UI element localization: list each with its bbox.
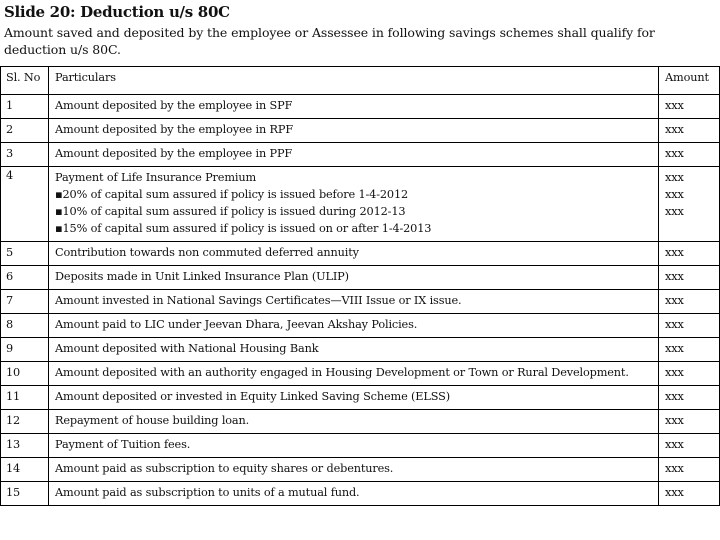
row-particulars: Amount deposited or invested in Equity Linked Saving Scheme (ELSS): [49, 386, 659, 410]
table-row: [1, 386, 720, 410]
row-amount: xxx: [659, 482, 720, 506]
row-sl-no: 4: [1, 167, 49, 242]
row-particulars: Payment of Tuition fees.: [49, 434, 659, 458]
row-sl-no: 5: [1, 242, 49, 266]
table-row: [1, 434, 720, 458]
row-amount: xxx: [659, 143, 720, 167]
row-particulars: Amount paid as subscription to equity shares or debentures.: [49, 458, 659, 482]
row-sl-no: 15: [1, 482, 49, 506]
row-sub-item: ▪15% of capital sum assured if policy is issued on or after 1-4-2013: [55, 222, 432, 235]
row-amount: xxx: [659, 242, 720, 266]
header-sl-no: Sl. No: [1, 67, 49, 95]
table-row: [1, 290, 720, 314]
row-amount: xxx: [659, 95, 720, 119]
table-row: [1, 95, 720, 119]
table-row: [1, 314, 720, 338]
row-sub-amount: xxx: [665, 171, 684, 184]
row-sub-amount: xxx: [665, 188, 684, 201]
row-particulars: Amount deposited by the employee in RPF: [49, 119, 659, 143]
row-particulars: Repayment of house building loan.: [49, 410, 659, 434]
row-sl-no: 10: [1, 362, 49, 386]
row-amount: xxx: [659, 290, 720, 314]
row-amount: xxx: [659, 314, 720, 338]
row-particulars-heading: Payment of Life Insurance Premium: [55, 171, 257, 184]
row-particulars: Amount paid as subscription to units of a mutual fund.: [49, 482, 659, 506]
row-sl-no: 9: [1, 338, 49, 362]
row-amount: xxx: [659, 338, 720, 362]
table-row: [1, 266, 720, 290]
row-amount: xxx: [659, 386, 720, 410]
table-header-row: [1, 67, 720, 95]
row-sub-item: ▪20% of capital sum assured if policy is issued before 1-4-2012: [55, 188, 409, 201]
row-amount: xxx: [659, 119, 720, 143]
row-sl-no: 14: [1, 458, 49, 482]
row-particulars: Deposits made in Unit Linked Insurance Plan (ULIP): [49, 266, 659, 290]
row-particulars: Amount invested in National Savings Certificates—VIII Issue or IX issue.: [49, 290, 659, 314]
row-particulars: Amount deposited by the employee in SPF: [49, 95, 659, 119]
row-particulars: Contribution towards non commuted deferred annuity: [49, 242, 659, 266]
table-row: [1, 119, 720, 143]
row-sl-no: 2: [1, 119, 49, 143]
row-amount: xxx: [659, 362, 720, 386]
row-sl-no: 6: [1, 266, 49, 290]
slide-title: Slide 20: Deduction u/s 80C: [4, 3, 230, 21]
row-amount: xxx: [659, 458, 720, 482]
table-row: [1, 458, 720, 482]
deductions-table: [0, 66, 720, 506]
row-sl-no: 13: [1, 434, 49, 458]
row-amount: xxx: [659, 266, 720, 290]
row-sl-no: 8: [1, 314, 49, 338]
row-sl-no: 1: [1, 95, 49, 119]
table-row: [1, 362, 720, 386]
row-sub-amount: xxx: [665, 205, 684, 218]
table-row: [1, 167, 720, 242]
row-amount: xxx: [659, 434, 720, 458]
table-row: [1, 482, 720, 506]
intro-text: Amount saved and deposited by the employee or Assessee in following savings schemes shall qualify for deduction u/s 80C.: [4, 25, 655, 57]
table-row: [1, 143, 720, 167]
header-particulars: Particulars: [49, 67, 659, 95]
row-amount: [659, 167, 720, 242]
row-amount: xxx: [659, 410, 720, 434]
row-particulars: Amount deposited by the employee in PPF: [49, 143, 659, 167]
row-particulars: Amount deposited with an authority engaged in Housing Development or Town or Rural Development.: [49, 362, 659, 386]
row-particulars: [49, 167, 659, 242]
row-sub-item: ▪10% of capital sum assured if policy is issued during 2012-13: [55, 205, 406, 218]
row-sl-no: 12: [1, 410, 49, 434]
header-amount: Amount: [659, 67, 720, 95]
row-sl-no: 3: [1, 143, 49, 167]
row-particulars: Amount paid to LIC under Jeevan Dhara, Jeevan Akshay Policies.: [49, 314, 659, 338]
table-row: [1, 242, 720, 266]
row-sl-no: 7: [1, 290, 49, 314]
table-row: [1, 410, 720, 434]
row-particulars: Amount deposited with National Housing Bank: [49, 338, 659, 362]
table-row: [1, 338, 720, 362]
row-sl-no: 11: [1, 386, 49, 410]
